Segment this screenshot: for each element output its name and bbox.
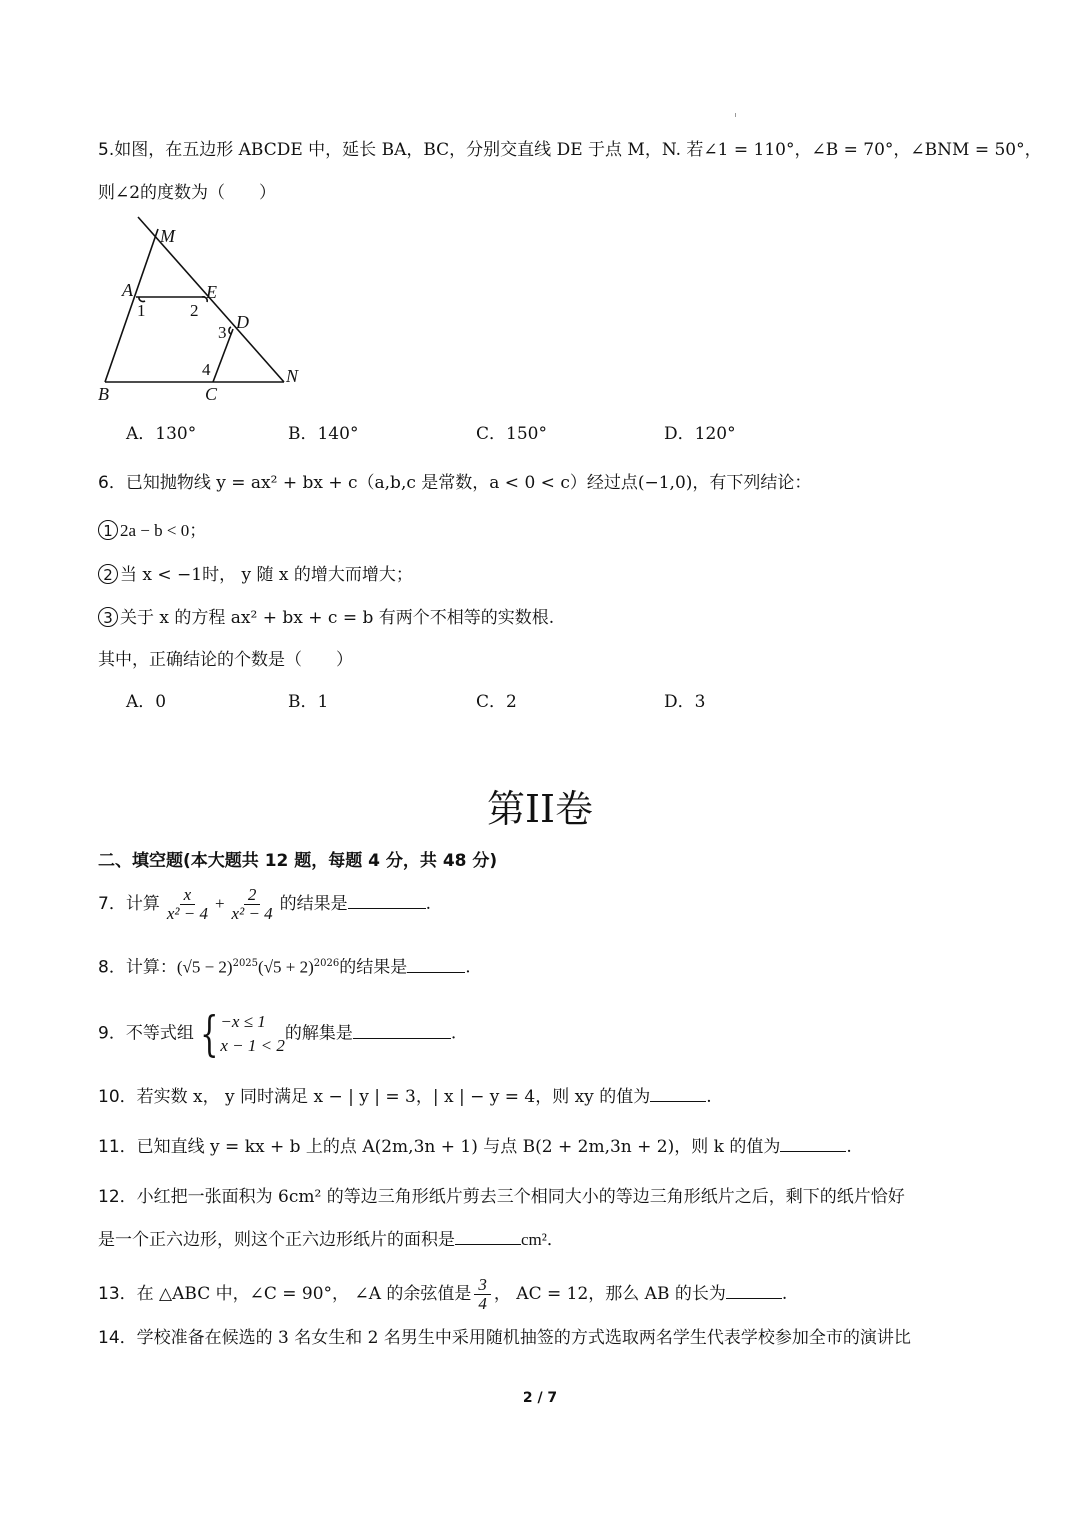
q9-line <box>98 1006 457 1062</box>
q6-conclusion-3 <box>98 606 554 630</box>
q5-number: 5. <box>98 140 115 160</box>
q9-inequality-2: x − 1 < 2 <box>220 1036 285 1055</box>
q8-answer-blank[interactable] <box>407 956 465 973</box>
line-BM <box>105 229 158 382</box>
q6-option-b[interactable]: B．1 <box>288 692 329 712</box>
q12-unit: cm²． <box>521 1230 564 1249</box>
q13-fraction <box>474 1276 491 1313</box>
q5-option-c[interactable]: C．150° <box>476 424 547 444</box>
q6-stem-line <box>98 471 811 495</box>
q14-text: 学校准备在候选的 3 名女生和 2 名男生中采用随机抽签的方式选取两名学生代表学校参加全市的演讲比 <box>136 1328 911 1348</box>
q6-conclusion-1-text: 2a − b < 0； <box>120 521 207 540</box>
q5-stem: 如图，在五边形 ABCDE 中，延长 BA，BC，分别交直线 DE 于点 M，N. 若∠1 = 110°，∠B = 70°，∠BNM = 50°， <box>114 140 1042 160</box>
q7-fraction-2-denominator: x² − 4 <box>231 904 273 923</box>
q6-conclusion-3-text: 关于 x 的方程 ax² + bx + c = b 有两个不相等的实数根. <box>120 608 555 628</box>
q7-fraction-1 <box>163 886 212 923</box>
q7-fraction-1-denominator: x² − 4 <box>166 904 208 923</box>
q8-expression-2: (√5 + 2) <box>258 957 314 977</box>
circled-number-2: 2 <box>98 564 118 584</box>
q13-fraction-denominator: 4 <box>478 1294 487 1313</box>
q7-fraction-2 <box>228 886 277 923</box>
q7-answer-blank[interactable] <box>348 892 426 909</box>
q6-conclusion-2 <box>98 563 413 587</box>
angle-label-2: 2 <box>190 301 199 320</box>
scan-mark <box>735 113 736 117</box>
q6-conclusion-2-text: 当 x < −1时， y 随 x 的增大而增大； <box>120 565 413 585</box>
circled-number-3: 3 <box>98 607 118 627</box>
pentagon-figure <box>90 212 320 407</box>
q13-answer-blank[interactable] <box>726 1282 782 1299</box>
q14-line <box>98 1326 911 1350</box>
q12-text-2: 是一个正六边形，则这个正六边形纸片的面积是 <box>98 1230 455 1250</box>
q8-expression-1: (√5 − 2) <box>176 957 233 977</box>
q6-ask: 其中，正确结论的个数是（ ） <box>98 650 353 670</box>
label-B: B <box>98 384 109 404</box>
q7-fraction-2-numerator: 2 <box>244 886 261 905</box>
q6-option-a[interactable]: A．0 <box>126 692 167 712</box>
q10-number: 10． <box>98 1087 137 1107</box>
label-E: E <box>206 282 217 302</box>
q7-pre: 计算 <box>125 894 160 914</box>
q7-end: . <box>425 894 432 914</box>
q12-line2 <box>98 1228 564 1252</box>
q12-text-1: 小红把一张面积为 6cm² 的等边三角形纸片剪去三个相同大小的等边三角形纸片之后，剩下的纸片恰好 <box>136 1187 905 1207</box>
q5-option-a[interactable]: A．130° <box>126 424 197 444</box>
q7-plus: + <box>214 894 225 913</box>
q6-number: 6． <box>98 473 126 493</box>
circled-number-1: 1 <box>98 520 118 540</box>
q9-brace: { <box>199 1006 219 1062</box>
q5-option-b[interactable]: B．140° <box>288 424 359 444</box>
label-A: A <box>122 280 133 300</box>
q6-option-c[interactable]: C．2 <box>476 692 517 712</box>
q10-line <box>98 1085 712 1109</box>
q7-fraction-1-numerator: x <box>180 886 196 905</box>
q10-text: 若实数 x， y 同时满足 x − | y | = 3，| x | − y = 4，则 xy 的值为 <box>136 1087 651 1107</box>
label-D: D <box>236 312 249 332</box>
q6-option-d[interactable]: D．3 <box>664 692 706 712</box>
q11-line <box>98 1135 852 1159</box>
angle-label-3: 3 <box>218 323 227 342</box>
q6-stem: 已知抛物线 y = ax² + bx + c（a,b,c 是常数，a < 0 < c）经过点(−1,0)，有下列结论： <box>125 473 812 493</box>
q9-number: 9． <box>98 1023 126 1044</box>
q7-number: 7． <box>98 894 126 914</box>
q8-pre: 计算： <box>125 957 177 978</box>
angle-label-4: 4 <box>202 360 211 379</box>
q5-line1 <box>98 138 1042 162</box>
section-heading: 二、填空题(本大题共 12 题，每题 4 分，共 48 分) <box>98 851 498 871</box>
q8-end: . <box>465 957 471 978</box>
q9-inequality-1: −x ≤ 1 <box>220 1012 266 1031</box>
q5-option-d[interactable]: D．120° <box>664 424 736 444</box>
q13-fraction-numerator: 3 <box>474 1276 491 1295</box>
q11-text: 已知直线 y = kx + b 上的点 A(2m,3n + 1) 与点 B(2 + 2m,3n + 2)，则 k 的值为 <box>136 1137 781 1157</box>
q12-number: 12． <box>98 1187 137 1207</box>
q12-line1 <box>98 1185 905 1209</box>
q6-conclusion-1 <box>98 519 206 543</box>
q8-exponent-1: 2025 <box>232 958 259 969</box>
label-N: N <box>286 366 299 386</box>
q10-end: . <box>706 1087 712 1107</box>
label-C: C <box>205 384 218 404</box>
angle-mark-3 <box>229 327 231 334</box>
q8-line <box>98 952 471 980</box>
q13-pre: 在 △ABC 中，∠C = 90°， ∠A 的余弦值是 <box>136 1284 472 1304</box>
section-title: 第II卷 <box>486 787 594 831</box>
q11-answer-blank[interactable] <box>780 1135 846 1152</box>
q7-post: 的结果是 <box>279 894 348 914</box>
q8-post: 的结果是 <box>339 957 408 978</box>
q8-number: 8． <box>98 957 126 978</box>
q9-end: . <box>450 1023 457 1044</box>
q12-answer-blank[interactable] <box>455 1228 521 1245</box>
q8-exponent-2: 2026 <box>313 958 340 969</box>
q9-inequality-system <box>194 1006 285 1062</box>
q13-number: 13． <box>98 1284 137 1304</box>
page-number: 2 / 7 <box>522 1390 558 1406</box>
q5-line2: 则∠2的度数为（ ） <box>98 183 277 203</box>
q13-end: . <box>781 1284 788 1304</box>
q13-line <box>98 1276 787 1313</box>
q9-pre: 不等式组 <box>125 1023 194 1044</box>
q9-answer-blank[interactable] <box>353 1022 451 1039</box>
q10-answer-blank[interactable] <box>650 1085 706 1102</box>
q13-post: ， AC = 12，那么 AB 的长为 <box>493 1284 726 1304</box>
q11-number: 11． <box>98 1137 137 1157</box>
label-M: M <box>160 226 175 246</box>
q14-number: 14． <box>98 1328 137 1348</box>
q7-line <box>98 886 431 923</box>
q9-post: 的解集是 <box>284 1023 353 1044</box>
q11-end: . <box>846 1137 852 1157</box>
angle-label-1: 1 <box>137 301 146 320</box>
